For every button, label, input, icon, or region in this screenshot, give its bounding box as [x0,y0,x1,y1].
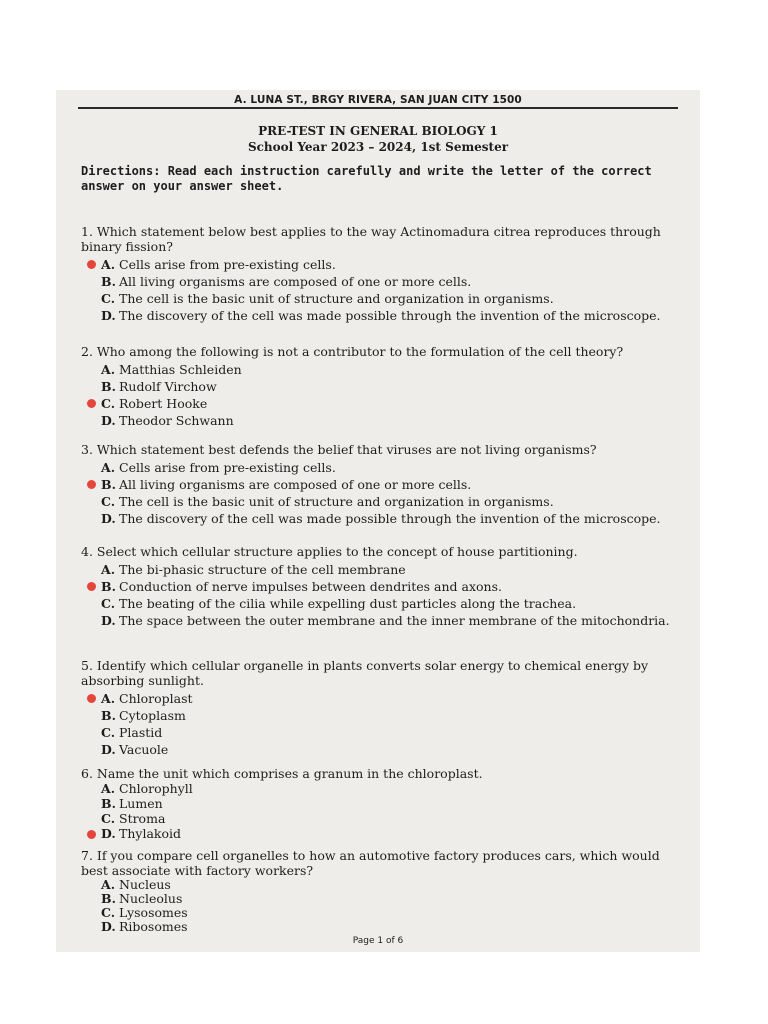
question-3 [81,442,671,527]
option-c: C. Robert Hooke [101,395,671,412]
school-address: A. LUNA ST., BRGY RIVERA, SAN JUAN CITY 1500 [78,90,678,109]
directions: Directions: Read each instruction carefully and write the letter of the correct answer on your answer sheet. [81,164,652,193]
option-d: D. Ribosomes [101,919,188,934]
answer-mark-dot [87,694,96,703]
option-d: D. Vacuole [101,742,169,757]
option-c: C. The cell is the basic unit of structure and organization in organisms. [101,291,554,306]
option-a: A. The bi-phasic structure of the cell membrane [101,562,406,577]
answer-mark-dot [87,830,96,839]
option-d: D. Thylakoid [101,826,671,841]
question-2 [81,344,671,429]
answer-mark-dot [87,260,96,269]
question-stem: 5. Identify which cellular organelle in plants converts solar energy to chemical energy by absorbing sunlight. [81,658,649,688]
option-d: D. Theodor Schwann [101,413,234,428]
option-d: D. The discovery of the cell was made possible through the invention of the microscope. [101,511,661,526]
option-a: A. Chloroplast [101,690,671,707]
option-b: B. All living organisms are composed of one or more cells. [101,274,472,289]
option-a: A. Matthias Schleiden [101,362,242,377]
question-stem: 4. Select which cellular structure applies to the concept of house partitioning. [81,544,578,559]
question-6 [81,766,671,841]
option-c: C. The cell is the basic unit of structure and organization in organisms. [101,494,554,509]
question-5 [81,658,671,758]
option-c: C. Stroma [101,811,166,826]
option-d: D. The discovery of the cell was made possible through the invention of the microscope. [101,308,661,323]
option-c: C. Lysosomes [101,905,188,920]
test-page [56,90,700,952]
question-1 [81,224,671,324]
question-stem: 3. Which statement best defends the belief that viruses are not living organisms? [81,442,597,457]
question-stem: 2. Who among the following is not a contributor to the formulation of the cell theory? [81,344,624,359]
page-number: Page 1 of 6 [352,936,404,946]
question-stem: 6. Name the unit which comprises a granum in the chloroplast. [81,766,483,781]
option-b: B. Cytoplasm [101,708,186,723]
answer-mark-dot [87,399,96,408]
question-4 [81,544,671,629]
school-year: School Year 2023 – 2024, 1st Semester [247,140,509,154]
option-b: B. Rudolf Virchow [101,379,217,394]
question-7 [81,848,671,934]
option-d: D. The space between the outer membrane and the inner membrane of the mitochondria. [101,613,670,628]
option-b: B. Nucleolus [101,891,183,906]
answer-mark-dot [87,480,96,489]
question-stem: 7. If you compare cell organelles to how an automotive factory produces cars, which would best associate with factory workers? [81,848,660,878]
option-c: C. The beating of the cilia while expelling dust particles along the trachea. [101,596,577,611]
question-stem: 1. Which statement below best applies to the way Actinomadura citrea reproduces through binary fission? [81,224,661,254]
option-b: B. Conduction of nerve impulses between dendrites and axons. [101,578,671,595]
test-title: PRE-TEST IN GENERAL BIOLOGY 1 [258,124,498,138]
option-a: A. Cells arise from pre-existing cells. [101,256,671,273]
answer-mark-dot [87,582,96,591]
option-b: B. All living organisms are composed of one or more cells. [101,476,671,493]
option-c: C. Plastid [101,725,163,740]
option-a: A. Chlorophyll [101,781,193,796]
option-a: A. Nucleus [101,877,171,892]
option-a: A. Cells arise from pre-existing cells. [101,460,336,475]
option-b: B. Lumen [101,796,163,811]
